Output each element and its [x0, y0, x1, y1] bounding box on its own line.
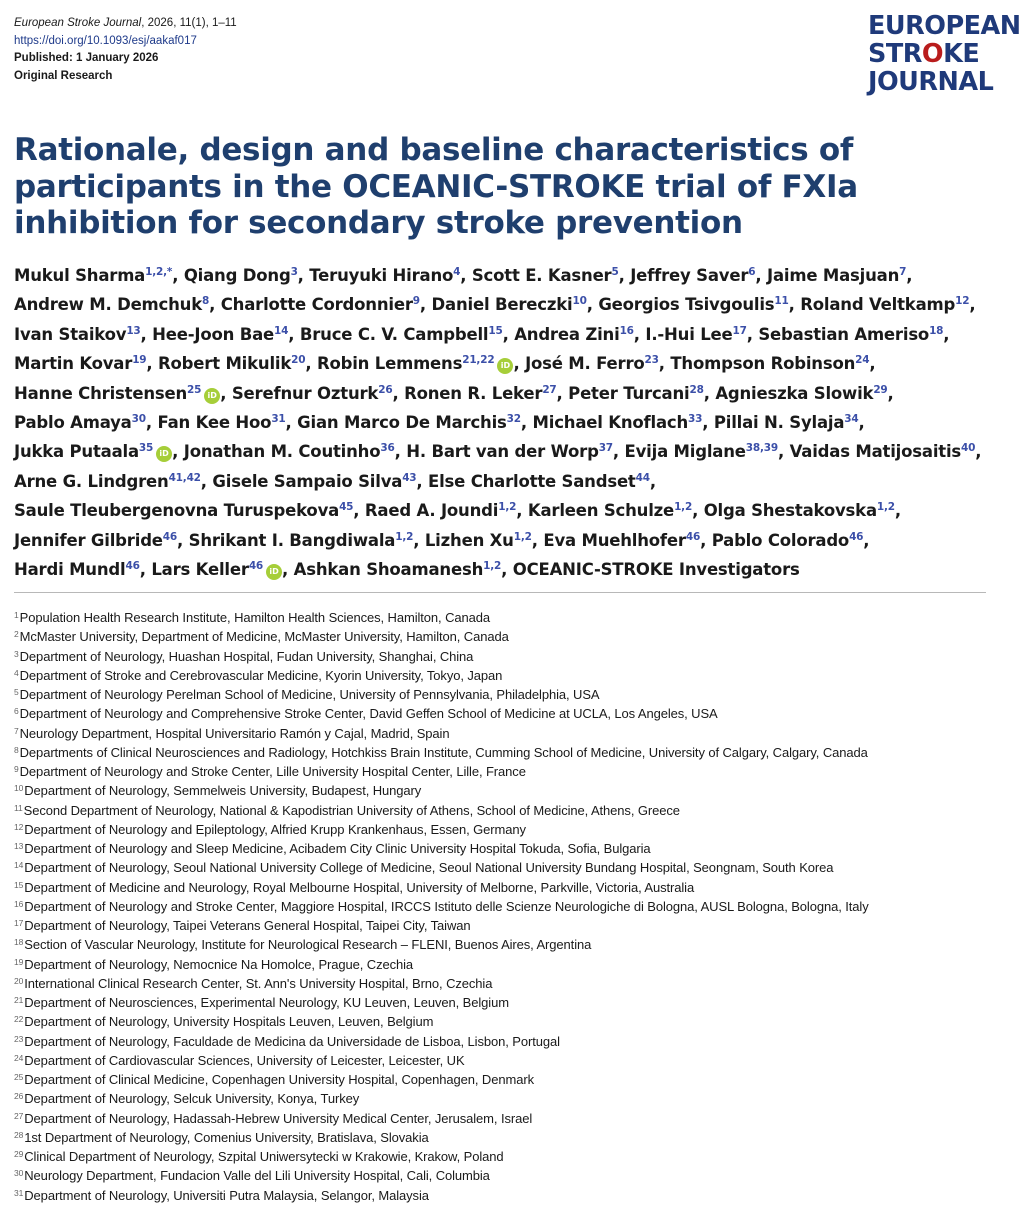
affiliation-item — [14, 878, 989, 897]
author-name[interactable] — [767, 266, 906, 285]
author-name-text: Raed A. Joundi — [364, 501, 499, 521]
affiliation-item — [14, 993, 989, 1012]
affiliation-text: Department of Neurology and Epileptology, Alfried Krupp Krankenhaus, Essen, Germany — [24, 821, 526, 837]
author-name-text: Jonathan M. Coutinho — [183, 442, 381, 462]
affiliation-text: Population Health Research Institute, Hamilton Health Sciences, Hamilton, Canada — [19, 610, 491, 625]
affiliation-text: Departments of Clinical Neurosciences and Radiology, Hotchkiss Brain Institute, Cumming School of Medicine, University of Calgary, Calgary, Canada — [19, 744, 868, 760]
affiliation-superscript[interactable]: 46 — [685, 530, 701, 543]
affiliation-item — [14, 955, 989, 974]
affiliation-number: 7 — [14, 725, 19, 736]
logo-line-european: EUROPEAN — [868, 11, 1021, 41]
author-name-text: OCEANIC-STROKE Investigators — [512, 560, 800, 580]
affiliation-item — [14, 1051, 989, 1070]
affiliation-text: Department of Neurology Perelman School of Medicine, University of Pennsylvania, Philadelphia, USA — [19, 687, 600, 702]
author-name[interactable] — [406, 442, 613, 461]
author-name[interactable] — [184, 442, 395, 461]
affiliation-item — [14, 724, 989, 743]
author-name-text: Lizhen Xu — [424, 530, 514, 550]
affiliation-number: 23 — [14, 1033, 24, 1044]
affiliation-superscript[interactable]: 6 — [748, 266, 756, 278]
affiliation-superscript[interactable]: 4 — [453, 266, 461, 278]
affiliation-item — [14, 1186, 989, 1205]
article-meta — [14, 15, 237, 85]
author-name-text: Charlotte Cordonnier — [220, 295, 413, 315]
affiliation-superscript[interactable]: 21,22 — [462, 354, 495, 367]
affiliation-text: Department of Neurology, University Hospitals Leuven, Leuven, Belgium — [24, 1014, 434, 1030]
author-name[interactable] — [758, 325, 943, 344]
author-name[interactable] — [704, 501, 895, 520]
author-name-text: Olga Shestakovska — [703, 501, 877, 521]
affiliation-superscript[interactable]: 27 — [542, 383, 557, 396]
affiliation-superscript[interactable]: 46 — [849, 530, 864, 543]
affiliation-superscript[interactable]: 1,2,* — [145, 266, 173, 278]
author-name[interactable] — [14, 354, 146, 373]
affiliation-text: Department of Neurology, Hadassah-Hebrew University Medical Center, Jerusalem, Israel — [24, 1110, 533, 1126]
affiliation-text: Section of Vascular Neurology, Institute for Neurological Research – FLENI, Buenos Aires, Argentina — [24, 937, 592, 953]
affiliation-text: Department of Neurology and Stroke Center, Lille University Hospital Center, Lille, France — [19, 764, 526, 779]
affiliation-number: 14 — [14, 860, 24, 871]
affiliation-number: 20 — [14, 975, 24, 986]
author-name[interactable] — [14, 413, 146, 432]
affiliation-text: Department of Neurology, Selcuk University, Konya, Turkey — [24, 1091, 360, 1107]
affiliation-item — [14, 916, 989, 935]
affiliation-superscript[interactable]: 29 — [873, 383, 888, 396]
affiliation-superscript[interactable]: 33 — [688, 413, 703, 426]
author-name-text: Jukka Putaala — [14, 442, 139, 462]
affiliation-item — [14, 1109, 989, 1128]
affiliation-item — [14, 743, 989, 762]
section-divider — [14, 592, 986, 593]
affiliation-item — [14, 935, 989, 954]
affiliation-superscript[interactable]: 18 — [929, 324, 944, 337]
author-name[interactable] — [152, 325, 288, 344]
author-name-text: Robert Mikulik — [158, 354, 292, 374]
affiliation-item — [14, 1089, 989, 1108]
author-name[interactable] — [712, 531, 864, 550]
doi-link[interactable]: https://doi.org/10.1093/esj/aakaf017 — [14, 34, 197, 47]
affiliation-superscript[interactable]: 11 — [774, 295, 789, 308]
affiliation-text: Department of Cardiovascular Sciences, University of Leicester, Leicester, UK — [24, 1052, 465, 1068]
affiliation-superscript[interactable]: 37 — [598, 442, 613, 455]
affiliation-number: 5 — [14, 687, 19, 697]
affiliation-text: Department of Neurology and Sleep Medicine, Acibadem City Clinic University Hospital Tokuda, Sofia, Bulgaria — [24, 841, 651, 856]
affiliation-superscript[interactable]: 20 — [291, 354, 306, 367]
affiliation-number: 13 — [14, 841, 24, 851]
affiliation-number: 1 — [14, 610, 19, 620]
author-name-text: Pillai N. Sylaja — [713, 413, 845, 433]
affiliation-number: 25 — [14, 1072, 24, 1082]
author-list: Mukul Sharma$^{1,2,*}$, Qiang Dong$^3$, Teruyuki Hirano$^4$, Scott E. Kasner$^5$, Jeffrey Saver$^6$, Jaime Masjuan$^7$, Andrew M. Demchuk$^8$, Charlotte Cordonnier$^9$, Daniel Bereczki$^{10}$, Georgios Tsivgoulis$^{11}$, Roland Veltkamp$^{12}$, Ivan Staikov$^{13}$, Hee-Joon Bae$^{14}$, Bruce C. V. Campbell$^{15}$, Andrea Zini$^{16}$, I.-Hui Lee$^{17}$, Sebastian Ameriso$^{18}$, Martin Kovar$^{19}$, Robert Mikulik$^{20}$, Robin Lemmens$^{21,22}$ iD , José M. Ferro$^{23}$, Thompson Robinson$^{24}$, Hanne Christensen$^{25}$ iD , Serefnur Ozturk$^{26}$, Ronen R. Leker$^{27}$, Peter Turcani$^{28}$, Agnieszka Slowik$^{29}$, Pablo Amaya$^{30}$, Fan Kee Hoo$^{31}$, Gian Marco De Marchis$^{32}$, Michael Knoflach$^{33}$, Pillai N. Sylaja$^{34}$, Jukka Putaala$^{35}$ iD , Jonathan M. Coutinho$^{36}$, H. Bart van der Worp$^{37}$, Evija Miglane$^{38,39}$, Vaidas Matijosaitis$^{40}$, Arne G. Lindgren$^{41,42}$, Gisele Sampaio Silva$^{43}$, Else Charlotte Sandset$^{44}$, Saule Tleubergenovna Turuspekova$^{45}$, Raed A. Joundi$^{1,2}$, Karleen Schulze$^{1,2}$, Olga Shestakovska$^{1,2}$, Jennifer Gilbride$^{46}$, Shrikant I. Bangdiwala$^{1,2}$, Lizhen Xu$^{1,2}$, Eva Muehlhofer$^{46}$, Pablo Colorado$^{46}$, Hardi Mundl$^{46}$, Lars Keller$^{46}$ iD , Ashkan Shoamanesh$^{1,2}$, OCEANIC-STROKE Investigators — [14, 266, 982, 580]
affiliation-superscript[interactable]: 1,2 — [674, 501, 693, 514]
author-name-text: Ivan Staikov — [14, 324, 127, 344]
author-name-text: Hardi Mundl — [14, 560, 126, 580]
affiliation-number: 10 — [14, 783, 24, 794]
affiliation-superscript[interactable]: 1,2 — [513, 530, 532, 543]
author-name[interactable] — [543, 531, 700, 550]
author-name[interactable] — [317, 354, 513, 373]
affiliation-number: 22 — [14, 1014, 24, 1025]
affiliation-superscript[interactable]: 23 — [644, 354, 659, 367]
author-name[interactable] — [533, 413, 703, 432]
author-name-text: Lars Keller — [151, 560, 249, 580]
author-name[interactable] — [714, 413, 859, 432]
affiliation-text: Clinical Department of Neurology, Szpital Uniwersytecki w Krakowie, Krakow, Poland — [24, 1149, 504, 1164]
affiliation-superscript[interactable]: 36 — [380, 442, 395, 455]
affiliation-superscript[interactable]: 9 — [412, 295, 420, 308]
affiliation-item — [14, 858, 989, 877]
affiliation-superscript[interactable]: 35 — [138, 442, 154, 455]
affiliation-text: Neurology Department, Fundacion Valle del Lili University Hospital, Cali, Columbia — [24, 1168, 490, 1184]
author-name-text: Hee-Joon Bae — [152, 324, 274, 344]
affiliation-superscript[interactable]: 25 — [187, 383, 202, 396]
author-name-text: Vaidas Matijosaitis — [789, 442, 962, 462]
journal-name: European Stroke Journal — [14, 17, 142, 29]
affiliation-superscript[interactable]: 43 — [402, 471, 417, 484]
affiliation-item — [14, 974, 989, 993]
author-name[interactable] — [630, 266, 755, 285]
author-name[interactable] — [158, 354, 305, 373]
article-title: Rationale, design and baseline characteristics of participants in the OCEANIC-STROKE trial of FXIa inhibition for secondary stroke prevention — [14, 132, 858, 241]
affiliation-superscript[interactable]: 8 — [202, 295, 210, 308]
author-name[interactable] — [525, 354, 659, 373]
affiliation-text: Department of Medicine and Neurology, Royal Melbourne Hospital, University of Melborne, Parkville, Victoria, Australia — [24, 879, 695, 895]
affiliation-superscript[interactable]: 1,2 — [395, 530, 414, 543]
author-name[interactable] — [514, 325, 634, 344]
author-name-text: Hanne Christensen — [14, 383, 188, 403]
author-name-text: Fan Kee Hoo — [157, 413, 272, 433]
author-name[interactable] — [221, 295, 420, 314]
author-name[interactable] — [14, 384, 220, 403]
author-name-text: Roland Veltkamp — [800, 295, 956, 315]
author-name-text: Daniel Bereczki — [431, 295, 573, 315]
affiliation-text: 1st Department of Neurology, Comenius University, Bratislava, Slovakia — [24, 1129, 429, 1145]
article-type: Original Research — [14, 69, 113, 82]
affiliation-item — [14, 820, 989, 839]
affiliation-number: 8 — [14, 744, 19, 755]
affiliation-number: 2 — [14, 629, 19, 640]
affiliation-number: 12 — [14, 821, 24, 832]
affiliation-number: 24 — [14, 1052, 24, 1063]
author-name-text: Georgios Tsivgoulis — [598, 295, 775, 315]
author-name-text: Gian Marco De Marchis — [297, 413, 507, 433]
affiliation-text: Department of Neurology, Faculdade de Medicina da Universidade de Lisboa, Lisbon, Portugal — [24, 1033, 560, 1049]
affiliation-superscript[interactable]: 45 — [339, 501, 354, 514]
affiliation-item — [14, 781, 989, 800]
affiliation-item — [14, 627, 989, 646]
logo-stroke-part-a: STR — [868, 39, 922, 69]
author-name[interactable] — [800, 295, 969, 314]
affiliation-superscript[interactable]: 16 — [619, 324, 634, 337]
affiliation-superscript[interactable]: 5 — [611, 266, 619, 278]
author-name[interactable] — [189, 531, 414, 550]
author-name[interactable] — [513, 560, 800, 579]
affiliation-number: 21 — [14, 995, 24, 1005]
affiliation-superscript[interactable]: 41,42 — [168, 471, 201, 484]
affiliation-list — [14, 608, 989, 1205]
author-name[interactable] — [645, 325, 746, 344]
author-name[interactable] — [294, 560, 501, 579]
orcid-icon[interactable]: iD — [156, 446, 172, 462]
affiliation-superscript[interactable]: 14 — [274, 324, 289, 337]
author-name-text: Jennifer Gilbride — [14, 530, 163, 550]
author-name[interactable] — [432, 295, 587, 314]
author-name-text: Qiang Dong — [183, 266, 291, 285]
author-name[interactable] — [790, 442, 976, 461]
affiliation-number: 6 — [14, 706, 19, 717]
affiliation-text: McMaster University, Department of Medicine, McMaster University, Hamilton, Canada — [19, 629, 509, 645]
author-name-text: Teruyuki Hirano — [309, 266, 454, 285]
author-name[interactable] — [14, 266, 172, 285]
affiliation-text: Department of Clinical Medicine, Copenhagen University Hospital, Copenhagen, Denmark — [24, 1072, 534, 1087]
affiliation-item — [14, 666, 989, 685]
author-name-text: Martin Kovar — [14, 354, 133, 374]
author-name-text: Serefnur Ozturk — [231, 383, 379, 403]
author-name[interactable] — [14, 472, 201, 491]
affiliation-number: 11 — [14, 802, 23, 813]
affiliation-superscript[interactable]: 46 — [162, 530, 178, 543]
author-name[interactable] — [300, 325, 503, 344]
affiliation-text: Neurology Department, Hospital Universitario Ramón y Cajal, Madrid, Spain — [19, 725, 450, 741]
affiliation-superscript[interactable]: 1,2 — [483, 560, 502, 573]
affiliation-number: 16 — [14, 898, 24, 909]
affiliation-text: Department of Stroke and Cerebrovascular Medicine, Kyorin University, Tokyo, Japan — [19, 667, 503, 683]
affiliation-text: Department of Neurology, Nemocnice Na Homolce, Prague, Czechia — [24, 956, 414, 972]
affiliation-item — [14, 1147, 989, 1166]
affiliation-superscript[interactable]: 17 — [732, 324, 747, 337]
author-name-text: Andrew M. Demchuk — [14, 295, 203, 315]
author-name[interactable] — [232, 384, 393, 403]
affiliation-number: 27 — [14, 1110, 24, 1121]
affiliation-text: Department of Neurology, Semmelweis University, Budapest, Hungary — [24, 783, 422, 799]
affiliation-superscript[interactable]: 28 — [689, 383, 704, 396]
affiliation-number: 17 — [14, 918, 24, 928]
logo-line-stroke — [868, 40, 988, 68]
affiliation-superscript[interactable]: 31 — [271, 413, 286, 426]
affiliation-item — [14, 704, 989, 723]
author-name[interactable] — [404, 384, 556, 403]
affiliation-superscript[interactable]: 24 — [855, 354, 870, 367]
author-name-text: Shrikant I. Bangdiwala — [188, 530, 396, 550]
author-name[interactable] — [14, 295, 209, 314]
author-name-text: Else Charlotte Sandset — [428, 471, 636, 491]
author-name[interactable] — [670, 354, 869, 373]
affiliation-item — [14, 1166, 989, 1185]
affiliation-text: Second Department of Neurology, National & Kapodistrian University of Athens, School of Medicine, Athens, Greece — [23, 802, 680, 818]
affiliation-superscript[interactable]: 34 — [844, 413, 859, 426]
author-name-text: Mukul Sharma — [14, 266, 146, 285]
affiliation-item — [14, 762, 989, 781]
affiliation-superscript[interactable]: 30 — [131, 413, 146, 426]
affiliation-superscript[interactable]: 1,2 — [876, 501, 895, 514]
affiliation-superscript[interactable]: 3 — [290, 266, 298, 278]
affiliation-item — [14, 608, 989, 627]
journal-logo — [868, 11, 1021, 97]
author-name-text: Scott E. Kasner — [471, 266, 612, 285]
author-name[interactable] — [297, 413, 521, 432]
author-name-text: Agnieszka Slowik — [715, 383, 874, 403]
affiliation-text: Department of Neurology, Taipei Veterans General Hospital, Taipei City, Taiwan — [24, 918, 471, 933]
affiliation-number: 19 — [14, 956, 24, 967]
author-name[interactable] — [14, 560, 140, 579]
author-name[interactable] — [625, 442, 778, 461]
author-name-text: Ronen R. Leker — [404, 383, 543, 403]
affiliation-superscript[interactable]: 13 — [126, 324, 141, 337]
affiliation-item — [14, 1032, 989, 1051]
author-name[interactable] — [715, 384, 887, 403]
author-name-text: Jaime Masjuan — [767, 266, 900, 285]
logo-line-journal: JOURNAL — [868, 67, 994, 97]
affiliation-superscript[interactable]: 46 — [248, 560, 264, 573]
author-name-text: Bruce C. V. Campbell — [299, 324, 489, 344]
affiliation-text: Department of Neurology and Comprehensive Stroke Center, David Geffen School of Medicine at UCLA, Los Angeles, USA — [19, 706, 718, 722]
affiliation-text: International Clinical Research Center, St. Ann's University Hospital, Brno, Czechia — [24, 975, 493, 991]
affiliation-number: 28 — [14, 1129, 24, 1140]
affiliation-number: 3 — [14, 648, 19, 659]
author-name-text: Karleen Schulze — [527, 501, 675, 521]
affiliation-number: 31 — [14, 1187, 24, 1198]
affiliation-number: 26 — [14, 1091, 24, 1102]
affiliation-superscript[interactable]: 44 — [635, 471, 650, 484]
author-name-text: I.-Hui Lee — [645, 324, 733, 344]
author-name-text: Ashkan Shoamanesh — [293, 560, 484, 580]
author-name[interactable] — [528, 501, 692, 520]
logo-stroke-part-b: KE — [943, 39, 980, 69]
affiliation-superscript[interactable]: 26 — [378, 383, 393, 396]
author-name-text: Gisele Sampaio Silva — [212, 471, 403, 491]
author-name-text: Saule Tleubergenovna Turuspekova — [14, 501, 340, 521]
affiliation-superscript[interactable]: 10 — [572, 295, 587, 308]
author-name[interactable] — [568, 384, 704, 403]
affiliation-superscript[interactable]: 38,39 — [745, 442, 778, 455]
affiliation-text: Department of Neurosciences, Experimental Neurology, KU Leuven, Leuven, Belgium — [24, 995, 509, 1010]
affiliation-superscript[interactable]: 1,2 — [498, 501, 517, 514]
affiliation-item — [14, 839, 989, 858]
author-name[interactable] — [151, 560, 282, 579]
author-name-text: Arne G. Lindgren — [14, 471, 169, 491]
affiliation-item — [14, 1012, 989, 1031]
author-name[interactable] — [14, 531, 177, 550]
author-name-text: Robin Lemmens — [316, 354, 463, 374]
affiliation-item — [14, 897, 989, 916]
affiliation-superscript[interactable]: 46 — [125, 560, 140, 573]
author-name-text: Pablo Colorado — [711, 530, 850, 550]
affiliation-text: Department of Neurology, Huashan Hospital, Fudan University, Shanghai, China — [19, 648, 474, 664]
affiliation-superscript[interactable]: 15 — [488, 324, 503, 337]
author-name[interactable] — [14, 501, 353, 520]
affiliation-number: 30 — [14, 1168, 24, 1179]
author-name[interactable] — [157, 413, 285, 432]
affiliation-item — [14, 685, 989, 704]
published-date: Published: 1 January 2026 — [14, 52, 159, 64]
affiliation-superscript[interactable]: 32 — [506, 413, 521, 426]
orcid-icon[interactable]: iD — [266, 564, 282, 580]
author-name[interactable] — [425, 531, 532, 550]
affiliation-item — [14, 647, 989, 666]
author-name[interactable] — [212, 472, 416, 491]
author-name-text: Evija Miglane — [624, 442, 746, 462]
author-name-text: Peter Turcani — [568, 383, 690, 403]
author-name-text: Jeffrey Saver — [630, 266, 749, 285]
author-name-text: Pablo Amaya — [14, 413, 132, 433]
affiliation-item — [14, 1128, 989, 1147]
author-name-text: Thompson Robinson — [670, 354, 856, 374]
affiliation-superscript[interactable]: 19 — [132, 354, 147, 367]
affiliation-text: Department of Neurology, Universiti Putra Malaysia, Selangor, Malaysia — [24, 1187, 429, 1203]
orcid-icon[interactable]: iD — [204, 388, 220, 404]
author-name[interactable] — [309, 266, 460, 285]
logo-stroke-o: O — [921, 39, 944, 69]
affiliation-superscript[interactable]: 40 — [961, 442, 976, 455]
orcid-icon[interactable]: iD — [497, 358, 513, 374]
affiliation-number: 29 — [14, 1149, 24, 1159]
affiliation-number: 4 — [14, 667, 19, 678]
author-name[interactable] — [598, 295, 788, 314]
author-name-text: Sebastian Ameriso — [758, 324, 930, 344]
author-name[interactable] — [365, 501, 516, 520]
author-name-text: Eva Muehlhofer — [543, 530, 686, 550]
affiliation-superscript[interactable]: 12 — [955, 295, 970, 308]
author-name-text: Andrea Zini — [514, 324, 620, 344]
journal-citation — [14, 15, 237, 33]
author-name-text: José M. Ferro — [525, 354, 645, 374]
affiliation-number: 15 — [14, 879, 24, 890]
author-name[interactable] — [14, 442, 172, 461]
affiliation-number: 9 — [14, 764, 19, 774]
affiliation-item — [14, 801, 989, 820]
affiliation-number: 18 — [14, 937, 24, 948]
affiliation-superscript[interactable]: 7 — [899, 266, 907, 278]
author-name[interactable] — [428, 472, 650, 491]
author-name-text: Michael Knoflach — [532, 413, 689, 433]
affiliation-text: Department of Neurology, Seoul National University College of Medicine, Seoul National University Bundang Hospital, Seongnam, South Korea — [24, 860, 834, 876]
affiliation-item — [14, 1070, 989, 1089]
author-name-text: H. Bart van der Worp — [406, 442, 599, 462]
author-name[interactable] — [472, 266, 619, 285]
affiliation-text: Department of Neurology and Stroke Center, Maggiore Hospital, IRCCS Istituto delle Scienze Neurologiche di Bologna, AUSL Bologna, Bologna, Italy — [24, 898, 869, 914]
citation-details: , 2026, 11(1), 1–11 — [141, 17, 237, 29]
author-name[interactable] — [184, 266, 298, 285]
author-name[interactable] — [14, 325, 141, 344]
